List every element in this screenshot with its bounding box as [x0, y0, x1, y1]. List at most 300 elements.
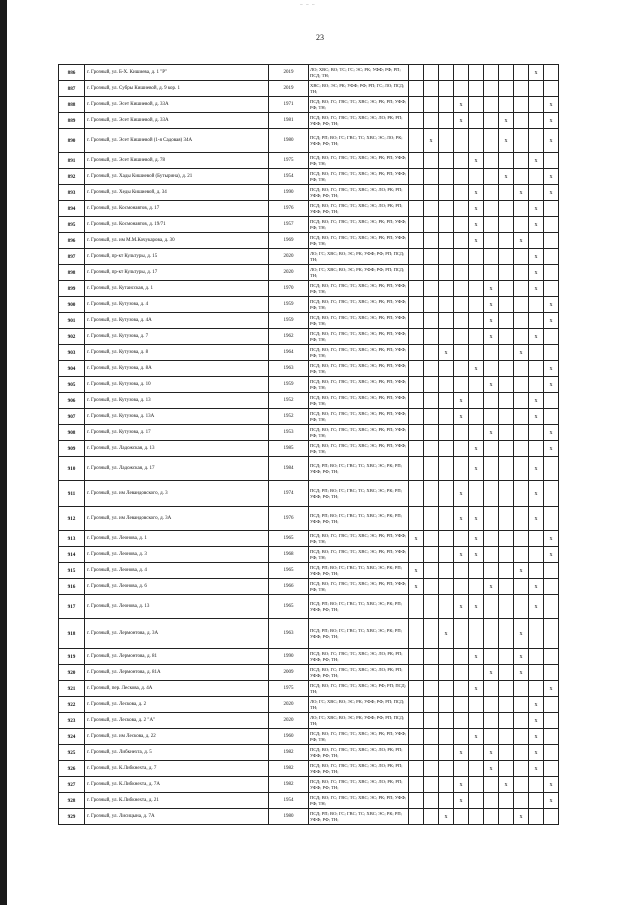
row-year: 1953 — [269, 425, 309, 441]
work-cell — [529, 129, 544, 153]
work-cell — [424, 745, 439, 761]
row-services: ПСД; РП; ВО; ГС; ГВС; ТС; ХВС; ЭС; РК; РП; УФФ; РФ; ТН; — [309, 595, 409, 619]
table-row — [59, 793, 559, 809]
work-mark: x — [529, 249, 544, 265]
work-cell — [529, 425, 544, 441]
work-cell — [484, 619, 499, 649]
work-cell — [469, 113, 484, 129]
work-cell — [484, 595, 499, 619]
row-number: 916 — [59, 579, 85, 595]
row-address: г. Грозный, ул. Космонавтов, д. 17 — [85, 201, 269, 217]
row-services: ПСД; ВО; ГС; ГВС; ТС; ХВС; ЭС; РК; РП; УФФ; РФ; ТН; — [309, 169, 409, 185]
work-cell — [439, 697, 454, 713]
row-services: ПСД; ВО; ГС; ГВС; ТС; ХВС; ЭС; ЛО; РК; РП; УФФ; РФ; ТН; — [309, 745, 409, 761]
work-cell — [424, 345, 439, 361]
work-cell — [484, 563, 499, 579]
work-cell — [469, 745, 484, 761]
work-mark: x — [469, 595, 484, 619]
work-cell — [439, 313, 454, 329]
work-cell — [544, 233, 559, 249]
work-cell — [514, 153, 529, 169]
row-address: г. Грозный, ул. Кутузова, д. 4А — [85, 313, 269, 329]
work-cell — [514, 441, 529, 457]
work-cell — [409, 329, 424, 345]
work-mark: x — [544, 441, 559, 457]
work-cell — [514, 507, 529, 531]
work-mark: x — [529, 697, 544, 713]
work-cell — [484, 265, 499, 281]
work-cell — [409, 129, 424, 153]
work-cell — [424, 507, 439, 531]
work-cell — [544, 595, 559, 619]
table-row — [59, 481, 559, 507]
work-cell — [439, 265, 454, 281]
work-cell — [439, 649, 454, 665]
work-mark: x — [484, 377, 499, 393]
work-cell — [439, 507, 454, 531]
work-mark: x — [469, 457, 484, 481]
work-mark: x — [454, 793, 469, 809]
work-cell — [469, 761, 484, 777]
row-services: ПСД; ВО; ГС; ГВС; ТС; ХВС; ЭС; РФ; РП; ПСД; ТН; — [309, 681, 409, 697]
work-mark: x — [409, 563, 424, 579]
work-cell — [439, 777, 454, 793]
table-row — [59, 377, 559, 393]
row-address: г. Грозный, ул. Лескова, д. 2 — [85, 697, 269, 713]
work-cell — [544, 201, 559, 217]
work-cell — [499, 579, 514, 595]
work-cell — [454, 579, 469, 595]
table-row — [59, 297, 559, 313]
work-cell — [424, 665, 439, 681]
row-number: 910 — [59, 457, 85, 481]
row-year: 1975 — [269, 681, 309, 697]
work-cell — [514, 697, 529, 713]
work-mark: x — [454, 393, 469, 409]
work-mark: x — [544, 313, 559, 329]
work-cell — [469, 409, 484, 425]
work-cell — [484, 793, 499, 809]
work-cell — [499, 547, 514, 563]
row-year: 1963 — [269, 619, 309, 649]
work-cell — [484, 233, 499, 249]
work-cell — [454, 457, 469, 481]
work-cell — [439, 249, 454, 265]
table-row — [59, 809, 559, 825]
work-cell — [499, 329, 514, 345]
row-services: ПСД; ВО; ГС; ГВС; ТС; ХВС; ЭС; РК; РП; УФФ; РФ; ТН; — [309, 345, 409, 361]
work-cell — [514, 745, 529, 761]
row-number: 907 — [59, 409, 85, 425]
work-cell — [424, 329, 439, 345]
work-cell — [469, 329, 484, 345]
row-address: г. Грозный, ул. Хеды Кишиевой, д. 34 — [85, 185, 269, 201]
row-address: г. Грозный, ул. Ладожская, д. 17 — [85, 457, 269, 481]
table-row — [59, 563, 559, 579]
work-cell — [469, 579, 484, 595]
work-cell — [454, 649, 469, 665]
row-number: 908 — [59, 425, 85, 441]
work-cell — [514, 361, 529, 377]
row-services: ПСД; ВО; ГС; ГВС; ТС; ХВС; ЭС; РК; РП; УФФ; РФ; ТН; — [309, 425, 409, 441]
row-services: ПСД; ВО; ГС; ГВС; ТС; ХВС; ЭС; РК; РП; УФФ; РФ; ТН; — [309, 97, 409, 113]
row-services: ЛО; ГС; ХВС; ВО; ЭС; РК; УФФ; РФ; РП; ПСД; ТН; — [309, 265, 409, 281]
row-year: 1954 — [269, 169, 309, 185]
work-cell — [424, 793, 439, 809]
work-cell — [499, 809, 514, 825]
work-cell — [439, 563, 454, 579]
work-cell — [409, 547, 424, 563]
table-row — [59, 579, 559, 595]
work-cell — [514, 579, 529, 595]
work-cell — [409, 313, 424, 329]
work-cell — [544, 713, 559, 729]
row-year: 1966 — [269, 579, 309, 595]
work-cell — [409, 265, 424, 281]
row-year: 1980 — [269, 129, 309, 153]
row-number: 919 — [59, 649, 85, 665]
table-row — [59, 201, 559, 217]
work-cell — [424, 547, 439, 563]
table-row — [59, 777, 559, 793]
table-row — [59, 329, 559, 345]
row-year: 1985 — [269, 441, 309, 457]
work-cell — [514, 65, 529, 81]
work-cell — [454, 681, 469, 697]
table-row — [59, 409, 559, 425]
work-mark: x — [529, 409, 544, 425]
work-cell — [409, 595, 424, 619]
row-services: ПСД; ВО; ГС; ГВС; ТС; ХВС; ЭС; ЛО; РК; РП; УФФ; РФ; ТН; — [309, 649, 409, 665]
row-year: 2020 — [269, 249, 309, 265]
row-number: 892 — [59, 169, 85, 185]
work-cell — [529, 793, 544, 809]
work-cell — [529, 233, 544, 249]
row-year: 1959 — [269, 297, 309, 313]
work-cell — [469, 281, 484, 297]
work-cell — [499, 761, 514, 777]
work-cell — [424, 313, 439, 329]
row-address: г. Грозный, ул. Лермонтова, д. 81А — [85, 665, 269, 681]
work-cell — [544, 745, 559, 761]
work-cell — [439, 729, 454, 745]
work-cell — [424, 153, 439, 169]
work-cell — [484, 65, 499, 81]
work-cell — [499, 393, 514, 409]
work-cell — [514, 793, 529, 809]
row-address: г. Грозный, ул. им Лескова, д. 22 — [85, 729, 269, 745]
work-cell — [529, 297, 544, 313]
work-cell — [409, 809, 424, 825]
work-mark: x — [499, 169, 514, 185]
work-mark: x — [514, 345, 529, 361]
work-cell — [439, 665, 454, 681]
work-cell — [499, 457, 514, 481]
row-number: 917 — [59, 595, 85, 619]
work-cell — [499, 745, 514, 761]
work-cell — [484, 129, 499, 153]
work-cell — [409, 281, 424, 297]
row-services: ПСД; ВО; ГС; ГВС; ТС; ХВС; ЭС; РК; РП; УФФ; РФ; ТН; — [309, 547, 409, 563]
row-year: 1984 — [269, 457, 309, 481]
work-cell — [499, 595, 514, 619]
work-cell — [544, 81, 559, 97]
row-number: 921 — [59, 681, 85, 697]
table-row — [59, 249, 559, 265]
row-number: 901 — [59, 313, 85, 329]
work-mark: x — [544, 531, 559, 547]
work-cell — [409, 81, 424, 97]
work-cell — [409, 777, 424, 793]
work-mark: x — [469, 531, 484, 547]
work-cell — [469, 129, 484, 153]
work-mark: x — [529, 153, 544, 169]
row-address: г. Грозный, ул. К.Либкнехта, д. 7А — [85, 777, 269, 793]
work-cell — [544, 729, 559, 745]
work-cell — [424, 619, 439, 649]
work-cell — [439, 393, 454, 409]
work-cell — [514, 169, 529, 185]
row-number: 894 — [59, 201, 85, 217]
table-row — [59, 761, 559, 777]
row-address: г. Грозный, пр-кт Культуры, д. 15 — [85, 249, 269, 265]
work-mark: x — [439, 809, 454, 825]
work-cell — [409, 713, 424, 729]
work-cell — [544, 217, 559, 233]
row-address: г. Грозный, ул. Эсет Кишиевой, д. 33А — [85, 97, 269, 113]
row-address: г. Грозный, ул. Кутузова, д. 4 — [85, 297, 269, 313]
housing-table-wrap — [58, 64, 559, 825]
work-mark: x — [529, 457, 544, 481]
work-cell — [499, 665, 514, 681]
work-cell — [409, 665, 424, 681]
row-services: ПСД; ВО; ГС; ГВС; ТС; ХВС; ЭС; РК; РП; УФФ; РФ; ТН; — [309, 579, 409, 595]
row-number: 928 — [59, 793, 85, 809]
work-mark: x — [529, 713, 544, 729]
work-mark: x — [529, 507, 544, 531]
row-number: 887 — [59, 81, 85, 97]
row-address: г. Грозный, ул. Кутаисская, д. 1 — [85, 281, 269, 297]
row-address: г. Грозный, ул. Лермонтова, д. 3А — [85, 619, 269, 649]
work-mark: x — [544, 793, 559, 809]
work-cell — [409, 441, 424, 457]
row-address: г. Грозный, ул. Лисицына, д. 7А — [85, 809, 269, 825]
work-cell — [439, 409, 454, 425]
row-year: 1959 — [269, 313, 309, 329]
work-cell — [439, 531, 454, 547]
work-cell — [544, 281, 559, 297]
work-mark: x — [514, 563, 529, 579]
work-cell — [454, 169, 469, 185]
work-cell — [454, 281, 469, 297]
work-mark: x — [514, 185, 529, 201]
table-row — [59, 97, 559, 113]
work-cell — [544, 619, 559, 649]
work-cell — [499, 563, 514, 579]
work-cell — [484, 185, 499, 201]
work-cell — [439, 681, 454, 697]
table-row — [59, 113, 559, 129]
row-year: 1963 — [269, 361, 309, 377]
row-services: ПСД; ВО; ГС; ГВС; ТС; ХВС; ЭС; РК; РП; УФФ; РФ; ТН; — [309, 441, 409, 457]
work-cell — [484, 809, 499, 825]
work-cell — [484, 777, 499, 793]
work-mark: x — [484, 745, 499, 761]
row-number: 913 — [59, 531, 85, 547]
work-cell — [454, 129, 469, 153]
work-cell — [409, 361, 424, 377]
row-address: г. Грозный, ул. Кутузова, д. 7 — [85, 329, 269, 345]
work-mark: x — [484, 761, 499, 777]
work-cell — [424, 201, 439, 217]
table-row — [59, 595, 559, 619]
table-row — [59, 649, 559, 665]
row-number: 923 — [59, 713, 85, 729]
work-mark: x — [454, 481, 469, 507]
row-number: 888 — [59, 97, 85, 113]
row-year: 1976 — [269, 201, 309, 217]
row-services: ПСД; ВО; ГС; ГВС; ТС; ХВС; ЭС; ЛО; РК; РП; УФФ; РФ; ТН; — [309, 185, 409, 201]
work-cell — [499, 97, 514, 113]
work-cell — [439, 233, 454, 249]
work-cell — [469, 619, 484, 649]
row-address: г. Грозный, ул. Леонова, д. 1 — [85, 531, 269, 547]
work-cell — [424, 409, 439, 425]
work-cell — [439, 281, 454, 297]
row-number: 896 — [59, 233, 85, 249]
work-cell — [424, 595, 439, 619]
table-row — [59, 713, 559, 729]
work-mark: x — [484, 579, 499, 595]
row-services: ПСД; РП; ВО; ГС; ГВС; ТС; ХВС; ЭС; РК; РП; УФФ; РФ; ТН; — [309, 563, 409, 579]
work-mark: x — [409, 579, 424, 595]
work-cell — [499, 441, 514, 457]
row-services: ПСД; ВО; ГС; ГВС; ТС; ХВС; ЭС; РК; РП; УФФ; РФ; ТН; — [309, 217, 409, 233]
row-number: 906 — [59, 393, 85, 409]
work-cell — [484, 345, 499, 361]
work-cell — [469, 777, 484, 793]
row-services: ПСД; ВО; ГС; ГВС; ТС; ХВС; ЭС; ЛО; РК; РП; УФФ; РФ; ТН; — [309, 761, 409, 777]
row-services: ПСД; ВО; ГС; ГВС; ТС; ХВС; ЭС; РК; РП; УФФ; РФ; ТН; — [309, 313, 409, 329]
work-cell — [514, 595, 529, 619]
work-cell — [514, 425, 529, 441]
work-cell — [469, 265, 484, 281]
work-cell — [544, 249, 559, 265]
row-number: 902 — [59, 329, 85, 345]
work-cell — [514, 547, 529, 563]
work-cell — [544, 649, 559, 665]
work-cell — [499, 713, 514, 729]
row-year: 1975 — [269, 153, 309, 169]
work-mark: x — [454, 777, 469, 793]
work-mark: x — [514, 233, 529, 249]
work-cell — [439, 579, 454, 595]
work-cell — [469, 169, 484, 185]
row-address: г. Грозный, ул. Лескова, д. 2 "А" — [85, 713, 269, 729]
work-cell — [499, 65, 514, 81]
row-address: г. Грозный, ул. К.Либкнехта, д. 21 — [85, 793, 269, 809]
work-cell — [514, 129, 529, 153]
work-cell — [484, 97, 499, 113]
table-row — [59, 281, 559, 297]
work-cell — [544, 153, 559, 169]
work-cell — [514, 113, 529, 129]
work-cell — [484, 249, 499, 265]
work-cell — [424, 97, 439, 113]
row-number: 925 — [59, 745, 85, 761]
work-cell — [424, 425, 439, 441]
work-cell — [529, 531, 544, 547]
row-services: ПСД; РП; ВО; ГС; ГВС; ТС; ХВС; ЭС; РК; РП; УФФ; РФ; ТН; — [309, 481, 409, 507]
work-cell — [499, 681, 514, 697]
work-mark: x — [439, 619, 454, 649]
work-cell — [514, 481, 529, 507]
row-services: ЛО; ХВС; ВО; ТС; ГС; ЭС; РК; УФФ; РФ; РП; ПСД; ТН; — [309, 65, 409, 81]
work-cell — [514, 217, 529, 233]
work-cell — [439, 129, 454, 153]
row-address: г. Грозный, ул. Субры Кишиевой, д. 9 кор. 1 — [85, 81, 269, 97]
work-mark: x — [469, 185, 484, 201]
row-year: 1952 — [269, 409, 309, 425]
work-cell — [484, 713, 499, 729]
work-cell — [439, 113, 454, 129]
row-number: 929 — [59, 809, 85, 825]
row-services: ПСД; ВО; ГС; ГВС; ТС; ХВС; ЭС; РК; РП; УФФ; РФ; ТН; — [309, 531, 409, 547]
work-mark: x — [499, 777, 514, 793]
work-cell — [484, 153, 499, 169]
row-number: 915 — [59, 563, 85, 579]
work-cell — [409, 409, 424, 425]
row-services: ПСД; ВО; ГС; ГВС; ТС; ХВС; ЭС; РК; РП; УФФ; РФ; ТН; — [309, 793, 409, 809]
work-cell — [499, 481, 514, 507]
work-mark: x — [529, 65, 544, 81]
work-mark: x — [529, 729, 544, 745]
work-cell — [514, 531, 529, 547]
row-services: ПСД; РП; ВО; ГС; ГВС; ТС; ХВС; ЭС; ЛО; РК; УФФ; РФ; ТН; — [309, 129, 409, 153]
work-cell — [409, 97, 424, 113]
work-cell — [424, 697, 439, 713]
work-mark: x — [544, 681, 559, 697]
work-cell — [424, 377, 439, 393]
work-cell — [544, 697, 559, 713]
work-cell — [529, 681, 544, 697]
work-cell — [514, 97, 529, 113]
row-year: 1970 — [269, 281, 309, 297]
work-cell — [514, 249, 529, 265]
row-year: 1964 — [269, 345, 309, 361]
work-cell — [454, 619, 469, 649]
work-mark: x — [484, 297, 499, 313]
work-cell — [544, 329, 559, 345]
work-cell — [409, 65, 424, 81]
work-cell — [499, 619, 514, 649]
work-mark: x — [514, 619, 529, 649]
work-cell — [454, 153, 469, 169]
table-row — [59, 169, 559, 185]
row-services: ПСД; РП; ВО; ГС; ГВС; ТС; ХВС; ЭС; РК; РП; УФФ; РФ; ТН; — [309, 619, 409, 649]
work-cell — [544, 761, 559, 777]
row-number: 897 — [59, 249, 85, 265]
work-cell — [544, 409, 559, 425]
work-cell — [409, 761, 424, 777]
work-cell — [499, 649, 514, 665]
work-cell — [499, 361, 514, 377]
row-year: 1957 — [269, 217, 309, 233]
work-cell — [514, 761, 529, 777]
work-cell — [469, 563, 484, 579]
work-cell — [544, 457, 559, 481]
work-cell — [544, 265, 559, 281]
